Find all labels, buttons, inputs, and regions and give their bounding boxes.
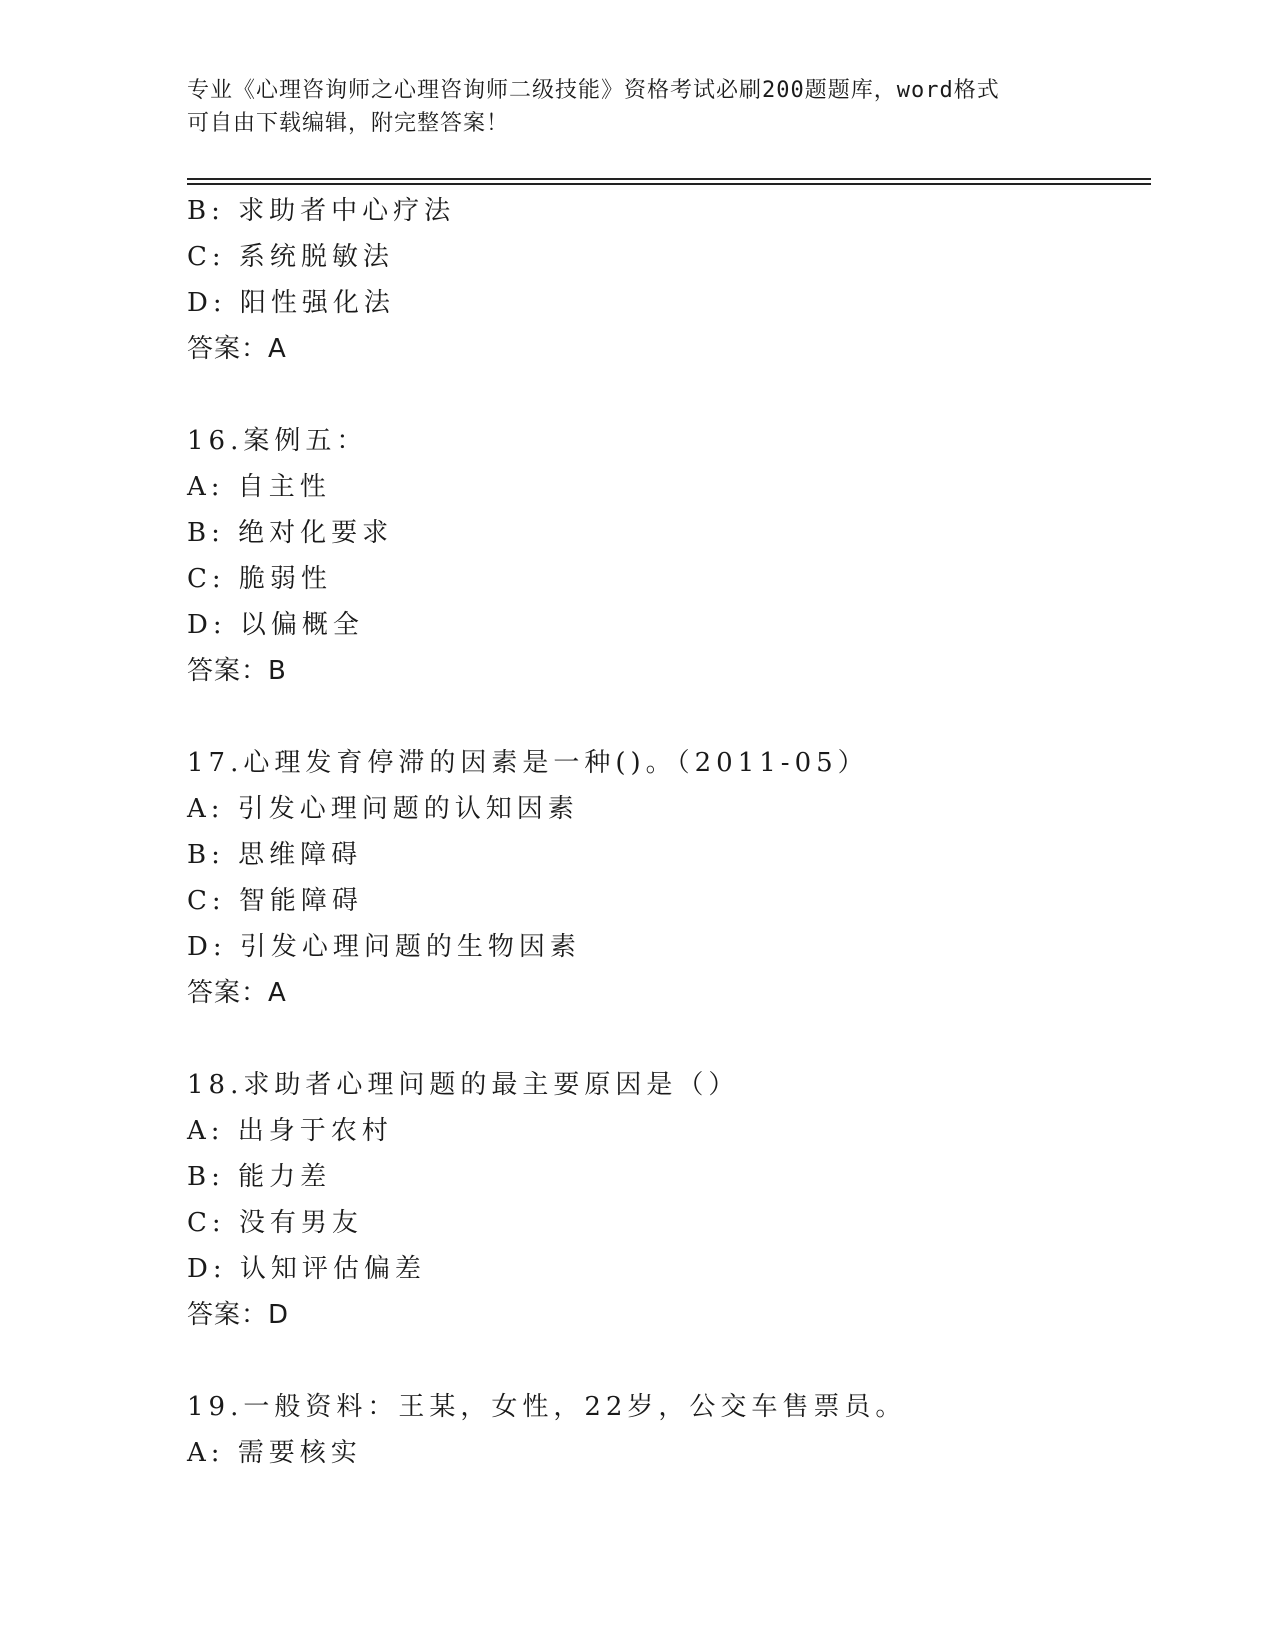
question-18-stem: 18.求助者心理问题的最主要原因是（）	[187, 1070, 740, 1100]
question-16-option-a: A: 自主性	[187, 472, 331, 502]
option-b: B: 求助者中心疗法	[187, 196, 456, 226]
header-divider-top	[187, 178, 1151, 180]
question-18-answer: 答案：D	[187, 1300, 290, 1330]
question-17-answer: 答案：A	[187, 978, 287, 1008]
question-17-option-a: A: 引发心理问题的认知因素	[187, 794, 579, 824]
question-18-option-a: A: 出身于农村	[187, 1116, 393, 1146]
option-c: C: 系统脱敏法	[187, 242, 394, 272]
answer: 答案：A	[187, 334, 287, 364]
header-line-2: 可自由下载编辑，附完整答案！	[187, 111, 510, 136]
document-header	[187, 74, 1087, 140]
question-16-option-b: B: 绝对化要求	[187, 518, 394, 548]
question-17-option-d: D: 引发心理问题的生物因素	[187, 932, 581, 962]
question-18-option-b: B: 能力差	[187, 1162, 332, 1192]
header-divider-bottom	[187, 183, 1151, 185]
question-16-option-d: D: 以偏概全	[187, 610, 364, 640]
header-line-1: 专业《心理咨询师之心理咨询师二级技能》资格考试必刷200题题库，word格式	[187, 78, 1000, 103]
question-18-option-c: C: 没有男友	[187, 1208, 363, 1238]
question-17-option-c: C: 智能障碍	[187, 886, 363, 916]
question-16-option-c: C: 脆弱性	[187, 564, 332, 594]
question-17-stem: 17.心理发育停滞的因素是一种()。（2011-05）	[187, 748, 869, 778]
question-18-option-d: D: 认知评估偏差	[187, 1254, 426, 1284]
question-17-option-b: B: 思维障碍	[187, 840, 363, 870]
question-19-option-a: A: 需要核实	[187, 1438, 362, 1468]
question-list	[187, 188, 1147, 1476]
option-d: D: 阳性强化法	[187, 288, 395, 318]
question-19-stem: 19.一般资料：王某，女性，22岁，公交车售票员。	[187, 1392, 907, 1422]
question-16-stem: 16.案例五：	[187, 426, 368, 456]
question-16-answer: 答案：B	[187, 656, 287, 686]
